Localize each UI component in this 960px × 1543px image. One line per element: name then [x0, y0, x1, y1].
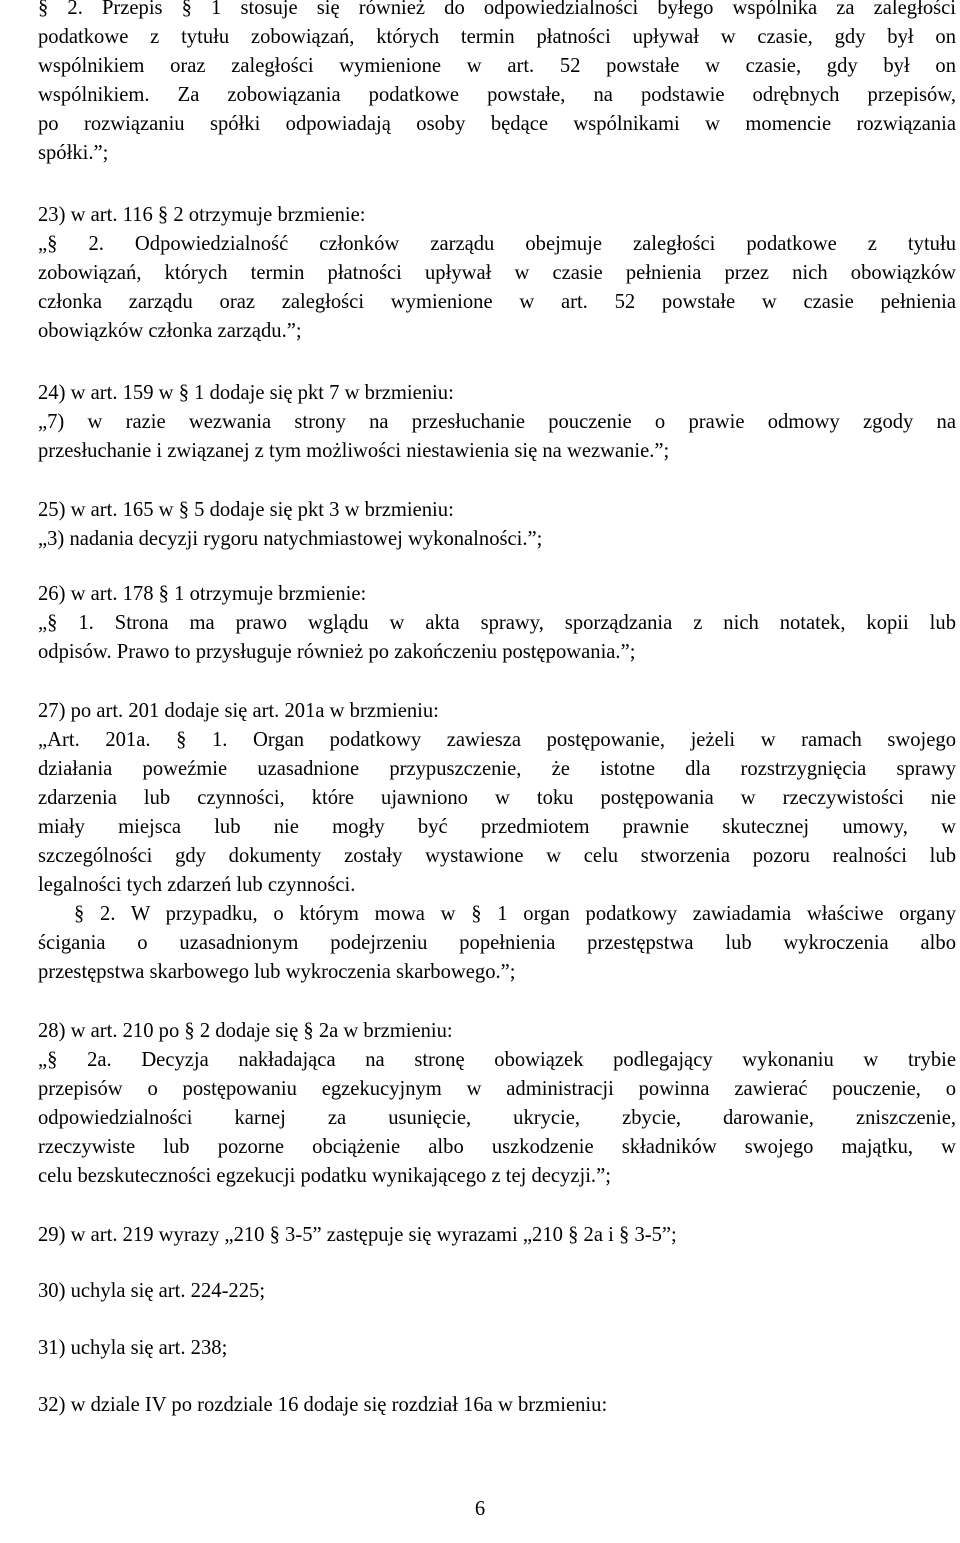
amendment-heading: 26) w art. 178 § 1 otrzymuje brzmienie: — [38, 583, 367, 605]
text-line: odpisów. Prawo to przysługuje również po zakończeniu postępowania.”; — [38, 641, 636, 663]
amendment-heading: 23) w art. 116 § 2 otrzymuje brzmienie: — [38, 204, 366, 226]
text-line: rzeczywiste lub pozorne obciążenie albo uszkodzenie składników swojego majątku, w — [38, 1136, 956, 1158]
text-line: odpowiedzialności karnej za usunięcie, ukrycie, zbycie, darowanie, zniszczenie, — [38, 1107, 956, 1129]
amendment-heading: 28) w art. 210 po § 2 dodaje się § 2a w brzmieniu: — [38, 1020, 453, 1042]
text-line: szczególności gdy dokumenty zostały wystawione w celu stworzenia pozoru realności lub — [38, 845, 956, 867]
text-line: przesłuchanie i związanej z tym możliwości niestawienia się na wezwanie.”; — [38, 440, 670, 462]
text-line: przestępstwa skarbowego lub wykroczenia skarbowego.”; — [38, 961, 516, 983]
text-line: „7) w razie wezwania strony na przesłuchanie pouczenie o prawie odmowy zgody na — [38, 411, 956, 433]
text-line: członka zarządu oraz zaległości wymienione w art. 52 powstałe w czasie pełnienia — [38, 291, 956, 313]
amendment-heading: 24) w art. 159 w § 1 dodaje się pkt 7 w brzmieniu: — [38, 382, 454, 404]
text-line: „§ 2. Odpowiedzialność członków zarządu obejmuje zaległości podatkowe z tytułu — [38, 233, 956, 255]
text-line: po rozwiązaniu spółki odpowiadają osoby będące wspólnikami w momencie rozwiązania — [38, 113, 956, 135]
text-line: działania poweźmie uzasadnione przypuszczenie, że istotne dla rozstrzygnięcia sprawy — [38, 758, 956, 780]
text-line: § 2. Przepis § 1 stosuje się również do odpowiedzialności byłego wspólnika za zaległości — [38, 0, 956, 19]
text-line: „3) nadania decyzji rygoru natychmiastowej wykonalności.”; — [38, 528, 543, 550]
amendment-heading: 31) uchyla się art. 238; — [38, 1337, 228, 1359]
text-line: miały miejsca lub nie mogły być przedmiotem prawnie skutecznej umowy, w — [38, 816, 956, 838]
text-line: przepisów o postępowaniu egzekucyjnym w administracji powinna zawierać pouczenie, o — [38, 1078, 956, 1100]
text-line: zdarzenia lub czynności, które ujawniono w toku postępowania w rzeczywistości nie — [38, 787, 956, 809]
amendment-heading: 29) w art. 219 wyrazy „210 § 3-5” zastępuje się wyrazami „210 § 2a i § 3-5”; — [38, 1224, 677, 1246]
amendment-heading: 27) po art. 201 dodaje się art. 201a w brzmieniu: — [38, 700, 439, 722]
text-line: legalności tych zdarzeń lub czynności. — [38, 874, 356, 896]
text-line: wspólnikiem oraz zaległości wymienione w art. 52 powstałe w czasie, gdy był on — [38, 55, 956, 77]
text-line: „Art. 201a. § 1. Organ podatkowy zawiesza postępowanie, jeżeli w ramach swojego — [38, 729, 956, 751]
text-line: § 2. W przypadku, o którym mowa w § 1 organ podatkowy zawiadamia właściwe organy — [74, 903, 956, 925]
amendment-heading: 25) w art. 165 w § 5 dodaje się pkt 3 w brzmieniu: — [38, 499, 454, 521]
text-line: spółki.”; — [38, 142, 109, 164]
amendment-heading: 32) w dziale IV po rozdziale 16 dodaje się rozdział 16a w brzmieniu: — [38, 1394, 608, 1416]
text-line: celu bezskuteczności egzekucji podatku wynikającego z tej decyzji.”; — [38, 1165, 611, 1187]
amendment-heading: 30) uchyla się art. 224-225; — [38, 1280, 266, 1302]
text-line: zobowiązań, których termin płatności upływał w czasie pełnienia przez nich obowiązków — [38, 262, 956, 284]
text-line: obowiązków członka zarządu.”; — [38, 320, 302, 342]
text-line: „§ 1. Strona ma prawo wglądu w akta sprawy, sporządzania z nich notatek, kopii lub — [38, 612, 956, 634]
text-line: wspólnikiem. Za zobowiązania podatkowe powstałe, na podstawie odrębnych przepisów, — [38, 84, 956, 106]
page-number: 6 — [474, 1498, 486, 1520]
text-line: ścigania o uzasadnionym podejrzeniu popełnienia przestępstwa lub wykroczenia albo — [38, 932, 956, 954]
text-line: podatkowe z tytułu zobowiązań, których termin płatności upływał w czasie, gdy był on — [38, 26, 956, 48]
text-line: „§ 2a. Decyzja nakładająca na stronę obowiązek podlegający wykonaniu w trybie — [38, 1049, 956, 1071]
